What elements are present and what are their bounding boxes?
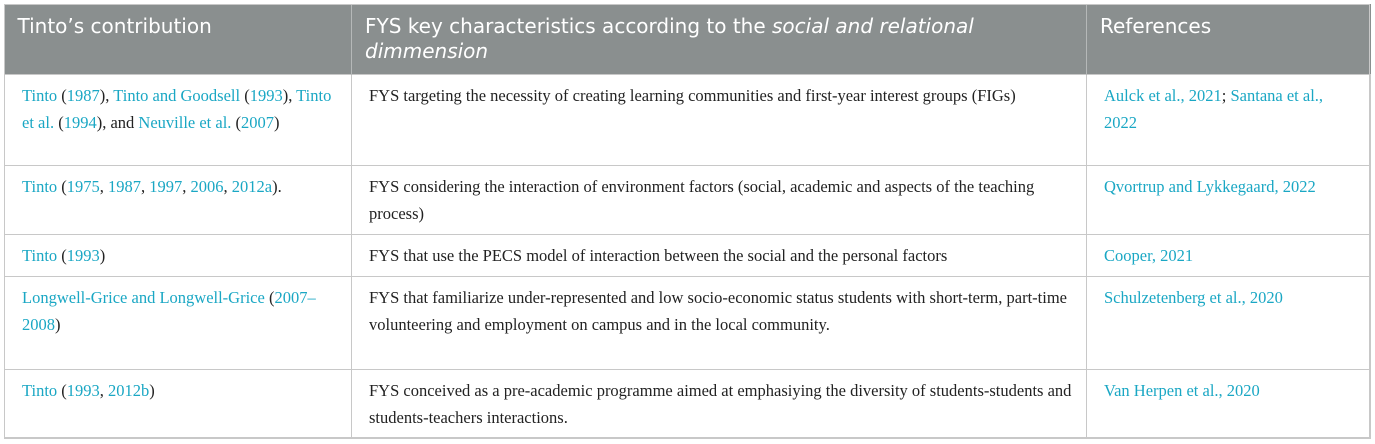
references-cell: [1087, 370, 1371, 439]
citation-link[interactable]: Tinto et al.: [22, 86, 332, 132]
citation-link[interactable]: 1997: [149, 177, 183, 196]
citation-link[interactable]: Neuville et al.: [138, 113, 232, 132]
citation-text: ): [274, 113, 280, 132]
citation-link[interactable]: Van Herpen et al., 2020: [1104, 381, 1260, 400]
citation-text: ;: [1221, 86, 1231, 105]
table-header: [5, 4, 1371, 75]
citation-text: ), and: [96, 113, 139, 132]
citation-text: ).: [272, 177, 282, 196]
header-characteristics-italic: social and relational dimmension: [365, 14, 974, 63]
citation-text: (: [240, 86, 250, 105]
table-row: [5, 370, 1371, 439]
citation-link[interactable]: 1987: [66, 86, 100, 105]
citation-link[interactable]: 2012b: [108, 381, 150, 400]
citation-text: (: [264, 288, 275, 307]
contribution-cell: [5, 75, 352, 166]
citation-link[interactable]: Tinto: [22, 246, 58, 265]
table-row: [5, 277, 1371, 370]
citation-link[interactable]: Cooper, 2021: [1104, 246, 1194, 265]
citation-link[interactable]: Longwell-Grice and Longwell-Grice: [22, 288, 265, 307]
citation-text: (: [57, 381, 67, 400]
citation-text: (: [231, 113, 242, 132]
citation-link[interactable]: 1975: [66, 177, 100, 196]
table-body: [5, 75, 1371, 439]
citation-text: (: [57, 246, 67, 265]
fys-table: [4, 4, 1371, 439]
citation-text: ,: [99, 177, 109, 196]
citation-text: ),: [99, 86, 114, 105]
citation-link[interactable]: 2007: [241, 113, 275, 132]
characteristics-cell: FYS conceived as a pre-academic programme aimed at emphasiying the diversity of students-students and students-teachers interactions.: [352, 370, 1087, 439]
citation-link[interactable]: Tinto and Goodsell: [113, 86, 241, 105]
citation-link[interactable]: 2012a: [231, 177, 273, 196]
table-row: [5, 235, 1371, 277]
citation-text: ),: [282, 86, 297, 105]
citation-text: ): [55, 315, 61, 334]
header-contribution: Tinto’s contribution: [5, 4, 352, 75]
citation-link[interactable]: 2007–2008: [22, 288, 316, 334]
citation-link[interactable]: 1994: [63, 113, 97, 132]
citation-text: ): [149, 381, 155, 400]
characteristics-cell: FYS considering the interaction of environment factors (social, academic and aspects of the teaching process): [352, 166, 1087, 235]
header-row: [5, 4, 1371, 75]
citation-text: (: [57, 177, 67, 196]
table-row: [5, 166, 1371, 235]
citation-text: (: [57, 86, 67, 105]
citation-text: ,: [99, 381, 109, 400]
citation-text: ): [99, 246, 106, 265]
citation-text: ,: [182, 177, 191, 196]
citation-link[interactable]: 1987: [108, 177, 142, 196]
citation-link[interactable]: 1993: [249, 86, 283, 105]
citation-link[interactable]: Tinto: [22, 86, 58, 105]
citation-link[interactable]: Schulzetenberg et al., 2020: [1104, 288, 1283, 307]
citation-link[interactable]: Aulck et al., 2021: [1104, 86, 1222, 105]
citation-link[interactable]: Qvortrup and Lykkegaard, 2022: [1104, 177, 1316, 196]
contribution-cell: [5, 235, 352, 277]
header-characteristics-text: FYS key characteristics according to the: [365, 14, 773, 38]
citation-link[interactable]: Tinto: [22, 381, 58, 400]
characteristics-cell: FYS targeting the necessity of creating learning communities and first-year interest groups (FIGs): [352, 75, 1087, 166]
citation-link[interactable]: 2006: [190, 177, 224, 196]
citation-link[interactable]: 1993: [66, 381, 100, 400]
citation-text: (: [54, 113, 64, 132]
references-cell: [1087, 277, 1371, 370]
citation-link[interactable]: 1993: [66, 246, 100, 265]
citation-link[interactable]: Santana et al., 2022: [1104, 86, 1324, 132]
contribution-cell: [5, 277, 352, 370]
header-references: References: [1087, 4, 1371, 75]
table-row: [5, 75, 1371, 166]
citation-text: ,: [223, 177, 232, 196]
header-characteristics: [352, 4, 1087, 75]
citation-link[interactable]: Tinto: [22, 177, 58, 196]
contribution-cell: [5, 370, 352, 439]
citation-text: ,: [141, 177, 150, 196]
references-cell: [1087, 75, 1371, 166]
contribution-cell: [5, 166, 352, 235]
characteristics-cell: FYS that use the PECS model of interaction between the social and the personal factors: [352, 235, 1087, 277]
references-cell: [1087, 166, 1371, 235]
characteristics-cell: FYS that familiarize under-represented and low socio-economic status students with short-term, part-time volunteering and employment on campus and in the local community.: [352, 277, 1087, 370]
references-cell: [1087, 235, 1371, 277]
